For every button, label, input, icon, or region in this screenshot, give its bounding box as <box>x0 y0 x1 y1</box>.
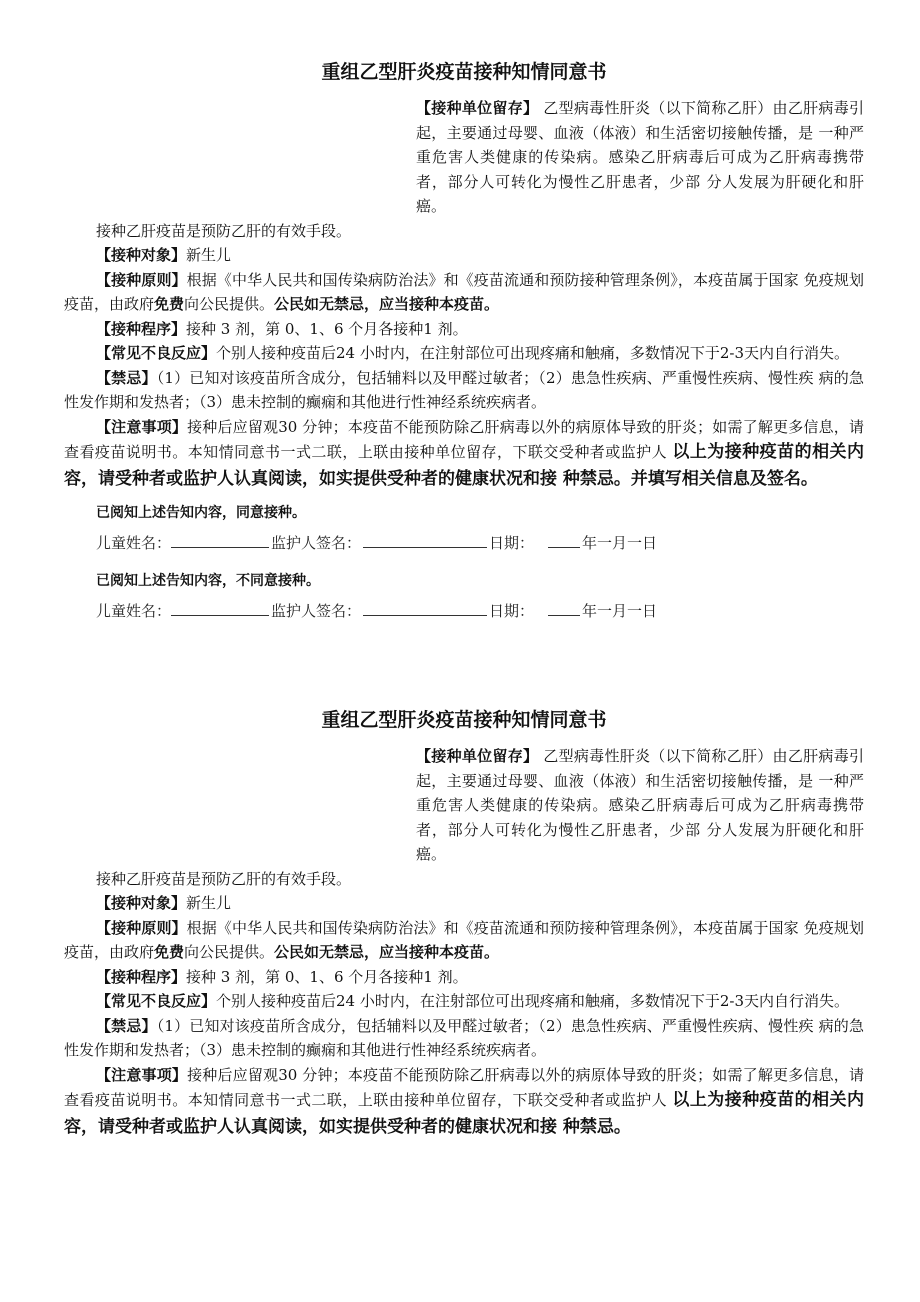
target-text: 新生儿 <box>186 246 232 264</box>
reaction-label: 【常见不良反应】 <box>96 992 217 1010</box>
child-name-field[interactable] <box>171 601 269 616</box>
intro-paragraph <box>64 744 864 867</box>
guardian-signature-field[interactable] <box>363 533 487 548</box>
consent-form-upper <box>64 58 864 628</box>
guardian-signature-field[interactable] <box>363 601 487 616</box>
contraindication-paragraph <box>64 1014 864 1063</box>
target-text: 新生儿 <box>186 894 232 912</box>
guardian-label: 监护人签名： <box>271 534 362 552</box>
procedure-paragraph <box>64 965 864 990</box>
procedure-label: 【接种程序】 <box>96 967 187 986</box>
agree-statement: 已阅知上述告知内容，同意接种。 <box>96 505 306 521</box>
reaction-paragraph <box>64 341 864 366</box>
notice-bold-text: 以上为接种疫苗的相关内容，请受种者或监护人认真阅读，如实提供受种者的健康状况和接 种禁忌。 <box>64 1090 865 1137</box>
notice-label: 【注意事项】 <box>96 417 188 436</box>
principle-label: 【接种原则】 <box>96 918 187 937</box>
reaction-label: 【常见不良反应】 <box>96 344 217 362</box>
reaction-text: 个别人接种疫苗后24 小时内，在注射部位可出现疼痛和触痛，多数情况下于2-3天内自行消失。 <box>216 992 850 1010</box>
form-title: 重组乙型肝炎疫苗接种知情同意书 <box>321 61 607 83</box>
date-label: 日期： <box>489 534 535 552</box>
intro-label: 【接种单位留存】 <box>416 99 539 117</box>
contraindication-label: 【禁忌】 <box>96 1016 157 1035</box>
principle-paragraph <box>64 268 864 317</box>
intro-label: 【接种单位留存】 <box>416 747 539 765</box>
procedure-label: 【接种程序】 <box>96 319 187 338</box>
principle-free: 免费 <box>154 943 185 961</box>
child-name-field[interactable] <box>171 533 269 548</box>
target-paragraph <box>64 891 864 916</box>
prevention-text: 接种乙肝疫苗是预防乙肝的有效手段。 <box>96 869 352 888</box>
consent-form-lower <box>64 706 864 1140</box>
reaction-text: 个别人接种疫苗后24 小时内，在注射部位可出现疼痛和触痛，多数情况下于2-3天内自行消失。 <box>216 344 850 362</box>
guardian-label: 监护人签名： <box>271 602 362 620</box>
child-name-label: 儿童姓名： <box>96 534 172 552</box>
notice-text: 接种后应留观30 分钟；本疫苗不能预防除乙肝病毒以外的病原体导致的肝炎；如需了解更多信息，请查看疫苗说明书。本知情同意书一式二联，上联由接种单位留存，下联交受种者或监护人 <box>64 1065 864 1109</box>
procedure-text: 接种 3 剂，第 0、1、6 个月各接种1 剂。 <box>186 967 468 986</box>
agree-signature-row <box>96 526 864 560</box>
contraindication-label: 【禁忌】 <box>96 368 157 387</box>
child-name-label: 儿童姓名： <box>96 602 172 620</box>
principle-bold: 公民如无禁忌，应当接种本疫苗。 <box>274 295 500 313</box>
date-year-field[interactable] <box>548 533 580 548</box>
date-label: 日期： <box>489 602 535 620</box>
reaction-paragraph <box>64 989 864 1014</box>
date-suffix: 年一月一日 <box>582 602 658 620</box>
principle-bold: 公民如无禁忌，应当接种本疫苗。 <box>274 943 500 961</box>
intro-paragraph <box>64 96 864 219</box>
principle-text-2: 向公民提供。 <box>184 943 275 961</box>
principle-text-1: 根据《中华人民共和国传染病防治法》和《疫苗流通和预防接种管理条例》，本疫苗属于国家 免疫规划疫苗，由政府 <box>64 918 864 961</box>
contraindication-text: （1）已知对该疫苗所含成分，包括辅料以及甲醛过敏者；（2）患急性疾病、严重慢性疾病、慢性疾 病的急性发作期和发热者；（3）患未控制的癫痫和其他进行性神经系统疾病者。 <box>64 368 864 411</box>
contraindication-paragraph <box>64 366 864 415</box>
date-year-field[interactable] <box>548 601 580 616</box>
target-label: 【接种对象】 <box>96 246 187 264</box>
notice-label: 【注意事项】 <box>96 1065 188 1084</box>
date-suffix: 年一月一日 <box>582 534 658 552</box>
contraindication-text: （1）已知对该疫苗所含成分，包括辅料以及甲醛过敏者；（2）患急性疾病、严重慢性疾病、慢性疾 病的急性发作期和发热者；（3）患未控制的癫痫和其他进行性神经系统疾病者。 <box>64 1016 864 1059</box>
disagree-signature-row <box>96 594 864 628</box>
principle-text-1: 根据《中华人民共和国传染病防治法》和《疫苗流通和预防接种管理条例》，本疫苗属于国家 免疫规划疫苗，由政府 <box>64 270 864 313</box>
intro-text: 乙型病毒性肝炎（以下简称乙肝）由乙肝病毒引起，主要通过母婴、血液（体液）和生活密切接触传播，是 一种严重危害人类健康的传染病。感染乙肝病毒后可成为乙肝病毒携带者，部分人可转化为慢性乙肝患者，少部 分人发展为肝硬化和肝癌。 <box>416 747 864 863</box>
principle-text-2: 向公民提供。 <box>184 295 275 313</box>
notice-paragraph <box>64 1063 864 1141</box>
notice-text: 接种后应留观30 分钟；本疫苗不能预防除乙肝病毒以外的病原体导致的肝炎；如需了解更多信息，请查看疫苗说明书。本知情同意书一式二联，上联由接种单位留存，下联交受种者或监护人 <box>64 417 864 461</box>
disagree-statement: 已阅知上述告知内容，不同意接种。 <box>96 573 320 589</box>
procedure-text: 接种 3 剂，第 0、1、6 个月各接种1 剂。 <box>186 319 468 338</box>
target-paragraph <box>64 243 864 268</box>
principle-label: 【接种原则】 <box>96 270 187 289</box>
intro-text: 乙型病毒性肝炎（以下简称乙肝）由乙肝病毒引起，主要通过母婴、血液（体液）和生活密切接触传播，是 一种严重危害人类健康的传染病。感染乙肝病毒后可成为乙肝病毒携带者，部分人可转化为慢性乙肝患者，少部 分人发展为肝硬化和肝癌。 <box>416 99 864 215</box>
principle-paragraph <box>64 916 864 965</box>
form-title: 重组乙型肝炎疫苗接种知情同意书 <box>321 709 607 731</box>
notice-paragraph <box>64 415 864 493</box>
target-label: 【接种对象】 <box>96 894 187 912</box>
principle-free: 免费 <box>154 295 185 313</box>
prevention-text: 接种乙肝疫苗是预防乙肝的有效手段。 <box>96 221 352 240</box>
notice-bold-text: 以上为接种疫苗的相关内容，请受种者或监护人认真阅读，如实提供受种者的健康状况和接 种禁忌。并填写相关信息及签名。 <box>64 442 865 489</box>
procedure-paragraph <box>64 317 864 342</box>
